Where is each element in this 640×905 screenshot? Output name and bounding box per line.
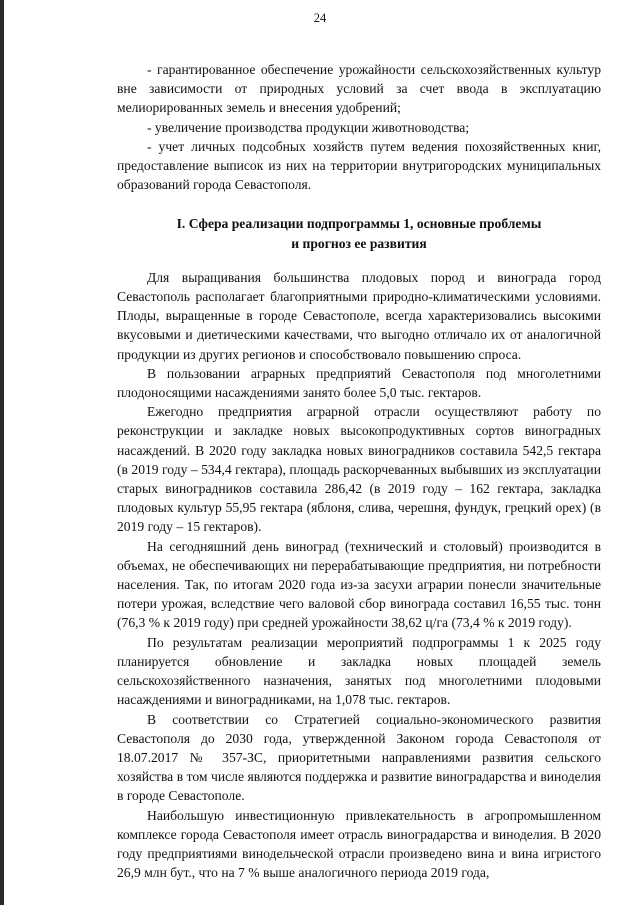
- section-title: [117, 214, 601, 252]
- paragraph-7: Наибольшую инвестиционную привлекательность в агропромышленном комплексе города Севастополя имеет отрасль виноградарства и виноделия. В 2020 году предприятиями винодельческой отрасли произведено вина и вина игристого 26,9 млн бут., что на 7 % выше аналогичного периода 2019 года,: [117, 807, 601, 881]
- page-number: 24: [313, 11, 327, 25]
- paragraph-1: Для выращивания большинства плодовых пород и винограда город Севастополь располагает благоприятными природно-климатическими условиями. Плоды, выращенные в городе Севастополе, всегда характеризовались высокими вкусовыми и диетическими качествами, что выгодно отличало их от аналогичной продукции из других регионов и способствовало повышению спроса.: [117, 269, 601, 362]
- section-title-line-1: I. Сфера реализации подпрограммы 1, основные проблемы: [176, 216, 542, 232]
- paragraph-3: Ежегодно предприятия аграрной отрасли осуществляют работу по реконструкции и закладке новых высокопродуктивных сортов виноградных насаждений. В 2020 году закладка новых виноградников составила 542,5 гектара (в 2019 году – 534,4 гектара), площадь раскорчеванных выбывших из эксплуатации старых виноградников составила 286,42 (в 2019 году – 162 гектара, закладка плодовых культур 55,95 гектара (яблоня, слива, черешня, фундук, грецкий орех) (в 2019 году – 15 гектаров).: [117, 404, 601, 535]
- list-item-3: - учет личных подсобных хозяйств путем ведения похозяйственных книг, предоставление выписок из них на территории внутригородских муниципальных образований города Севастополя.: [117, 138, 601, 193]
- spacer: [117, 194, 601, 214]
- paragraph-4: На сегодняшний день виноград (технический и столовый) производится в объемах, не обеспечивающих ни перерабатывающие предприятия, ни потребности населения. Так, по итогам 2020 года из-за засухи аграрии понесли значительные потери урожая, вследствие чего валовой сбор винограда составил 16,55 тыс. тонн (76,3 % к 2019 году) при средней урожайности 38,62 ц/га (73,4 % к 2019 году).: [117, 538, 601, 631]
- list-item-2: - увеличение производства продукции животноводства;: [147, 119, 470, 135]
- paragraph-6: В соответствии со Стратегией социально-экономического развития Севастополя до 2030 года, утвержденной Законом города Севастополя от 18.07.2017 № 357-ЗС, приоритетными направлениями развития сельского хозяйства в том числе являются поддержка и развитие виноградарства и виноделия в городе Севастополе.: [117, 711, 601, 804]
- document-body: [117, 60, 601, 882]
- page-edge-bar: [0, 0, 4, 905]
- section-title-line-2: и прогноз ее развития: [291, 235, 427, 251]
- list-item-1: - гарантированное обеспечение урожайности сельскохозяйственных культур вне зависимости от природных условий за счет ввода в эксплуатацию мелиорированных земель и внесения удобрений;: [117, 62, 601, 116]
- paragraph-2: В пользовании аграрных предприятий Севастополя под многолетними плодоносящими насаждениями занято более 5,0 тыс. гектаров.: [117, 365, 601, 401]
- spacer: [117, 253, 601, 268]
- paragraph-5: По результатам реализации мероприятий подпрограммы 1 к 2025 году планируется обновление и закладка новых площадей земель сельскохозяйственного назначения, занятых под многолетними плодовыми насаждениями и виноградниками, на 1,078 тыс. гектаров.: [117, 634, 601, 708]
